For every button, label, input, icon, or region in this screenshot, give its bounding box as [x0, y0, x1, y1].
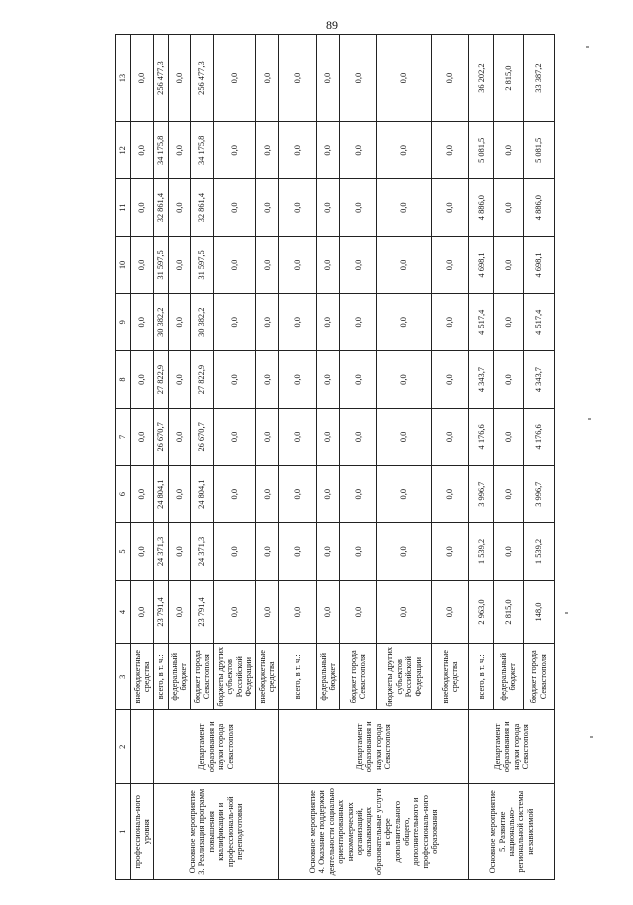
year-value-cell: 24 804,1	[153, 466, 168, 523]
total-value-cell: 256 477,3	[153, 35, 168, 122]
event-name-cell: Основное мероприятие 4. Оказание поддержки деятельности социально ориентированных некоммерческих организаций, оказывающих образовательные услуги в сфере дополнительного общего, дополнительного и профессиональ-ного образования	[279, 784, 469, 880]
year-value-cell: 30 382,2	[191, 294, 214, 351]
year-value-cell: 0,0	[279, 294, 317, 351]
year-value-cell: 0,0	[279, 466, 317, 523]
total-value-cell: 0,0	[339, 35, 377, 122]
year-value-cell: 24 804,1	[191, 466, 214, 523]
year-value-cell: 0,0	[377, 294, 431, 351]
year-value-cell: 4 343,7	[469, 351, 494, 408]
year-value-cell: 31 597,5	[191, 236, 214, 293]
year-value-cell: 0,0	[168, 351, 191, 408]
year-value-cell: 0,0	[214, 179, 256, 236]
column-header: 2	[116, 710, 131, 784]
year-value-cell: 4 698,1	[469, 236, 494, 293]
table-row	[153, 35, 168, 880]
scan-speck	[565, 612, 568, 614]
year-value-cell: 0,0	[214, 408, 256, 465]
year-value-cell: 0,0	[494, 179, 523, 236]
year-value-cell: 0,0	[168, 179, 191, 236]
year-value-cell: 0,0	[316, 351, 339, 408]
year-value-cell: 0,0	[431, 236, 469, 293]
year-value-cell: 0,0	[256, 179, 279, 236]
year-value-cell: 0,0	[377, 408, 431, 465]
year-value-cell: 0,0	[214, 236, 256, 293]
year-value-cell: 4 698,1	[523, 236, 554, 293]
total-value-cell: 33 387,2	[523, 35, 554, 122]
year-value-cell: 0,0	[279, 179, 317, 236]
total-value-cell: 2 815,0	[494, 35, 523, 122]
table-row	[469, 35, 494, 880]
scan-speck	[588, 418, 591, 420]
year-value-cell: 26 670,7	[191, 408, 214, 465]
year-value-cell: 0,0	[316, 122, 339, 179]
total-value-cell: 0,0	[256, 35, 279, 122]
year-value-cell: 0,0	[256, 236, 279, 293]
year-value-cell: 0,0	[316, 408, 339, 465]
year-value-cell: 4 176,6	[469, 408, 494, 465]
funding-source-cell: всего, в т. ч.:	[153, 644, 168, 710]
year-value-cell: 0,0	[339, 408, 377, 465]
column-header: 3	[116, 644, 131, 710]
year-value-cell: 5 081,5	[469, 122, 494, 179]
year-value-cell: 1 539,2	[469, 523, 494, 580]
year-value-cell: 3 996,7	[469, 466, 494, 523]
year-value-cell: 0,0	[316, 580, 339, 644]
year-value-cell: 0,0	[256, 351, 279, 408]
year-value-cell: 0,0	[131, 294, 154, 351]
column-header: 13	[116, 35, 131, 122]
year-value-cell: 0,0	[494, 294, 523, 351]
column-header: 5	[116, 523, 131, 580]
year-value-cell: 0,0	[131, 408, 154, 465]
year-value-cell: 0,0	[494, 523, 523, 580]
year-value-cell: 4 343,7	[523, 351, 554, 408]
year-value-cell: 0,0	[494, 408, 523, 465]
year-value-cell: 0,0	[131, 523, 154, 580]
year-value-cell: 30 382,2	[153, 294, 168, 351]
year-value-cell: 5 081,5	[523, 122, 554, 179]
scan-speck	[586, 46, 589, 48]
year-value-cell: 0,0	[256, 580, 279, 644]
funding-source-cell: бюджет города Севастополя	[523, 644, 554, 710]
funding-source-cell: внебюджетные средства	[131, 644, 154, 710]
year-value-cell: 0,0	[168, 294, 191, 351]
year-value-cell: 24 371,3	[153, 523, 168, 580]
year-value-cell: 0,0	[279, 523, 317, 580]
year-value-cell: 0,0	[214, 580, 256, 644]
year-value-cell: 148,0	[523, 580, 554, 644]
total-value-cell: 0,0	[431, 35, 469, 122]
funding-source-cell: бюджеты других субъектов Российской Федерации	[214, 644, 256, 710]
funding-source-cell: федеральный бюджет	[494, 644, 523, 710]
year-value-cell: 0,0	[431, 294, 469, 351]
year-value-cell: 0,0	[256, 122, 279, 179]
year-value-cell: 0,0	[256, 408, 279, 465]
column-header: 12	[116, 122, 131, 179]
total-value-cell: 0,0	[279, 35, 317, 122]
year-value-cell: 0,0	[214, 466, 256, 523]
year-value-cell: 0,0	[377, 236, 431, 293]
funding-source-cell: бюджеты других субъектов Российской Федерации	[377, 644, 431, 710]
executor-cell: Департамент образования и науки города Севастополя	[469, 710, 555, 784]
year-value-cell: 4 886,0	[469, 179, 494, 236]
year-value-cell: 23 791,4	[153, 580, 168, 644]
table-row	[279, 35, 317, 880]
rotated-table-wrapper	[115, 34, 555, 880]
year-value-cell: 4 517,4	[523, 294, 554, 351]
year-value-cell: 0,0	[131, 179, 154, 236]
year-value-cell: 0,0	[316, 236, 339, 293]
year-value-cell: 0,0	[431, 351, 469, 408]
year-value-cell: 0,0	[168, 236, 191, 293]
column-header: 9	[116, 294, 131, 351]
year-value-cell: 23 791,4	[191, 580, 214, 644]
year-value-cell: 3 996,7	[523, 466, 554, 523]
year-value-cell: 0,0	[256, 523, 279, 580]
year-value-cell: 0,0	[316, 523, 339, 580]
year-value-cell: 0,0	[214, 122, 256, 179]
table-frame	[115, 34, 555, 880]
event-name-cell: Основное мероприятие 5. Развитие национально-региональной системы независимой	[469, 784, 555, 880]
year-value-cell: 0,0	[431, 580, 469, 644]
total-value-cell: 0,0	[316, 35, 339, 122]
funding-source-cell: бюджет города Севастополя	[339, 644, 377, 710]
funding-source-cell: внебюджетные средства	[431, 644, 469, 710]
year-value-cell: 27 822,9	[191, 351, 214, 408]
year-value-cell: 0,0	[279, 122, 317, 179]
total-value-cell: 0,0	[377, 35, 431, 122]
year-value-cell: 0,0	[316, 179, 339, 236]
year-value-cell: 0,0	[131, 351, 154, 408]
funding-source-cell: внебюджетные средства	[256, 644, 279, 710]
year-value-cell: 0,0	[168, 466, 191, 523]
year-value-cell: 4 176,6	[523, 408, 554, 465]
table-body	[131, 35, 555, 880]
year-value-cell: 0,0	[214, 351, 256, 408]
executor-cell: Департамент образования и науки города Севастополя	[153, 710, 278, 784]
year-value-cell: 0,0	[168, 580, 191, 644]
year-value-cell: 1 539,2	[523, 523, 554, 580]
total-value-cell: 256 477,3	[191, 35, 214, 122]
year-value-cell: 2 963,0	[469, 580, 494, 644]
column-header: 11	[116, 179, 131, 236]
year-value-cell: 0,0	[256, 294, 279, 351]
event-name-cell: Основное мероприятие 3. Реализация программ повышения квалификации и профессиональ-ной переподготовки	[153, 784, 278, 880]
year-value-cell: 0,0	[339, 466, 377, 523]
year-value-cell: 32 861,4	[153, 179, 168, 236]
total-value-cell: 36 202,2	[469, 35, 494, 122]
year-value-cell: 0,0	[279, 580, 317, 644]
page-number: 89	[326, 18, 338, 32]
year-value-cell: 0,0	[131, 466, 154, 523]
year-value-cell: 0,0	[339, 294, 377, 351]
year-value-cell: 0,0	[279, 351, 317, 408]
year-value-cell: 0,0	[377, 351, 431, 408]
year-value-cell: 0,0	[339, 351, 377, 408]
year-value-cell: 26 670,7	[153, 408, 168, 465]
year-value-cell: 0,0	[279, 408, 317, 465]
year-value-cell: 0,0	[316, 294, 339, 351]
year-value-cell: 4 886,0	[523, 179, 554, 236]
year-value-cell: 0,0	[431, 523, 469, 580]
year-value-cell: 0,0	[377, 179, 431, 236]
year-value-cell: 0,0	[494, 466, 523, 523]
year-value-cell: 0,0	[377, 122, 431, 179]
year-value-cell: 2 815,0	[494, 580, 523, 644]
year-value-cell: 0,0	[494, 236, 523, 293]
year-value-cell: 24 371,3	[191, 523, 214, 580]
year-value-cell: 0,0	[377, 580, 431, 644]
scan-speck	[590, 736, 593, 738]
year-value-cell: 0,0	[316, 466, 339, 523]
year-value-cell: 0,0	[131, 122, 154, 179]
column-header: 4	[116, 580, 131, 644]
year-value-cell: 0,0	[214, 523, 256, 580]
column-header: 7	[116, 408, 131, 465]
year-value-cell: 0,0	[168, 523, 191, 580]
year-value-cell: 32 861,4	[191, 179, 214, 236]
year-value-cell: 0,0	[339, 523, 377, 580]
year-value-cell: 0,0	[256, 466, 279, 523]
total-value-cell: 0,0	[214, 35, 256, 122]
year-value-cell: 0,0	[494, 122, 523, 179]
year-value-cell: 27 822,9	[153, 351, 168, 408]
year-value-cell: 34 175,8	[153, 122, 168, 179]
year-value-cell: 31 597,5	[153, 236, 168, 293]
column-header: 10	[116, 236, 131, 293]
year-value-cell: 0,0	[494, 351, 523, 408]
column-header: 8	[116, 351, 131, 408]
column-header: 6	[116, 466, 131, 523]
executor-cell	[131, 710, 154, 784]
executor-cell: Департамент образования и науки города Севастополя	[279, 710, 469, 784]
year-value-cell: 0,0	[339, 236, 377, 293]
funding-source-cell: федеральный бюджет	[168, 644, 191, 710]
year-value-cell: 0,0	[339, 122, 377, 179]
year-value-cell: 0,0	[339, 580, 377, 644]
year-value-cell: 0,0	[431, 408, 469, 465]
column-number-row	[116, 35, 131, 880]
budget-table	[115, 34, 555, 880]
column-header: 1	[116, 784, 131, 880]
table-row	[131, 35, 154, 880]
year-value-cell: 0,0	[431, 466, 469, 523]
year-value-cell: 0,0	[168, 122, 191, 179]
funding-source-cell: всего, в т. ч.:	[469, 644, 494, 710]
total-value-cell: 0,0	[131, 35, 154, 122]
year-value-cell: 0,0	[168, 408, 191, 465]
year-value-cell: 0,0	[377, 523, 431, 580]
year-value-cell: 0,0	[431, 179, 469, 236]
year-value-cell: 0,0	[431, 122, 469, 179]
year-value-cell: 34 175,8	[191, 122, 214, 179]
year-value-cell: 0,0	[214, 294, 256, 351]
year-value-cell: 0,0	[279, 236, 317, 293]
total-value-cell: 0,0	[168, 35, 191, 122]
event-name-cell: профессиональ-ного уровня	[131, 784, 154, 880]
funding-source-cell: всего, в т. ч.:	[279, 644, 317, 710]
year-value-cell: 0,0	[377, 466, 431, 523]
year-value-cell: 0,0	[339, 179, 377, 236]
funding-source-cell: федеральный бюджет	[316, 644, 339, 710]
funding-source-cell: бюджет города Севастополя	[191, 644, 214, 710]
year-value-cell: 0,0	[131, 236, 154, 293]
year-value-cell: 4 517,4	[469, 294, 494, 351]
year-value-cell: 0,0	[131, 580, 154, 644]
